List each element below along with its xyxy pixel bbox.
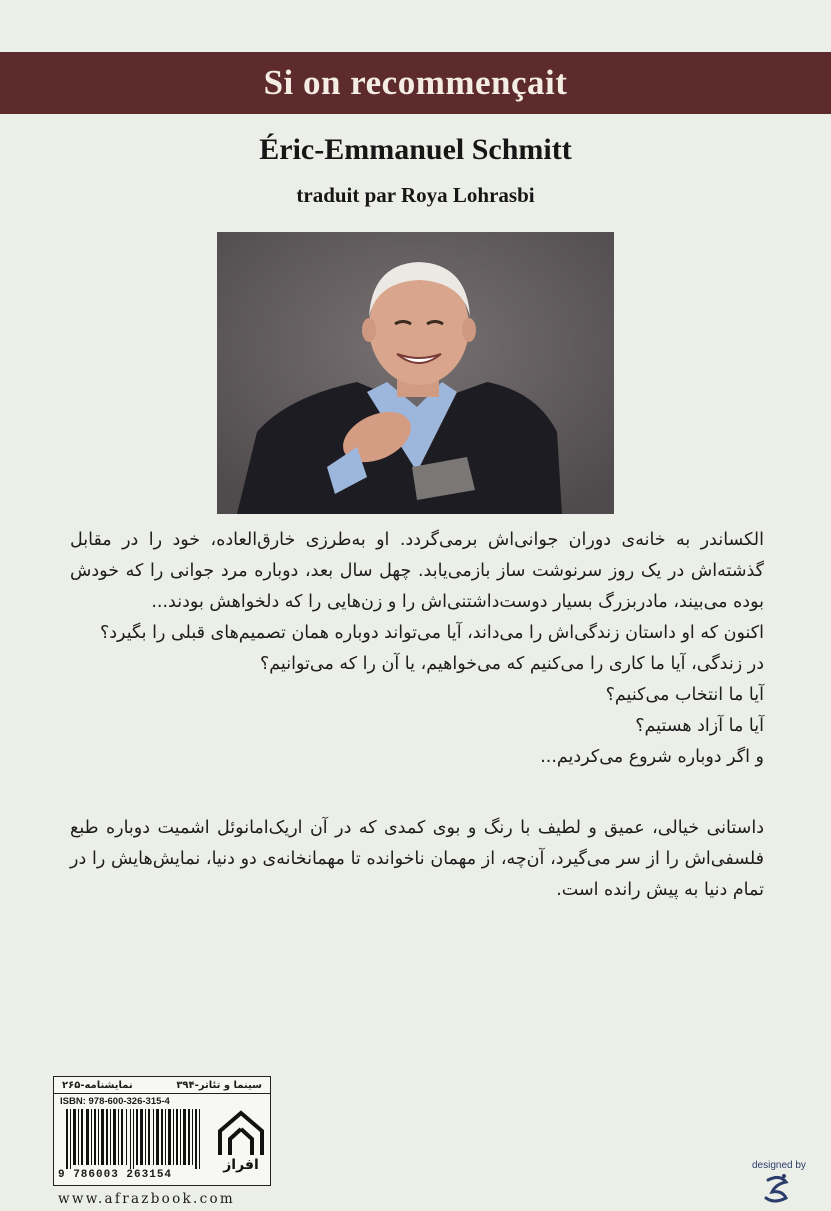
isbn-box bbox=[53, 1076, 271, 1186]
book-title: Si on recommençait bbox=[263, 63, 568, 102]
author-portrait-illustration bbox=[217, 232, 614, 514]
publisher-logo-text: افراز bbox=[223, 1157, 259, 1173]
publisher-logo-icon bbox=[214, 1107, 268, 1182]
designer-signature-icon bbox=[760, 1172, 794, 1208]
designed-by-label: designed by bbox=[752, 1160, 806, 1171]
blurb-paragraph: در زندگی، آیا ما کاری را می‌کنیم که می‌خواهیم، یا آن را که می‌توانیم؟ bbox=[260, 654, 764, 674]
blurb-paragraph: اکنون که او داستان زندگی‌اش را می‌داند، آیا می‌تواند دوباره همان تصمیم‌های قبلی را بگیرد؟ bbox=[99, 623, 764, 643]
series-play-number: نمایشنامه-۲۶۵ bbox=[62, 1079, 133, 1091]
translator-credit: traduit par Roya Lohrasbi bbox=[296, 183, 535, 207]
back-cover-blurb bbox=[70, 525, 764, 906]
barcode-icon bbox=[60, 1109, 210, 1169]
author-photo bbox=[217, 232, 614, 514]
isbn-label: ISBN: 978-600-326-315-4 bbox=[60, 1096, 170, 1107]
series-row bbox=[54, 1077, 270, 1094]
publisher-website: www.afrazbook.com bbox=[58, 1191, 235, 1207]
blurb-paragraph: آیا ما انتخاب می‌کنیم؟ bbox=[605, 685, 764, 705]
blurb-paragraph: آیا ما آزاد هستیم؟ bbox=[635, 716, 764, 736]
author-name: Éric-Emmanuel Schmitt bbox=[259, 133, 572, 166]
blurb-paragraph: الکساندر به خانه‌ی دوران جوانی‌اش برمی‌گردد. او به‌طرزی خارق‌العاده، خود را در مقابل گذشته‌اش در یک روز سرنوشت ساز بازمی‌یابد. چهل سال بعد، دوباره مرد جوانی را که خودش بوده می‌بیند، مادربزرگ بسیار دوست‌داشتنی‌اش را و زن‌هایی را که دلخواهش بودند... bbox=[70, 530, 764, 612]
series-cinema-theatre: سینما و تئاتر-۳۹۴ bbox=[176, 1079, 262, 1091]
title-band bbox=[0, 52, 831, 114]
blurb-paragraph: داستانی خیالی، عمیق و لطیف با رنگ و بوی کمدی که در آن اریک‌امانوئل اشمیت دوباره طبع فلسفی‌اش را از سر می‌گیرد، آن‌چه، از مهمان ناخوانده تا مهمانخانه‌ی دو دنیا، نمایش‌هایش را در تمام دنیا به پیش رانده است. bbox=[70, 818, 764, 900]
paragraph-spacer bbox=[70, 773, 764, 813]
blurb-paragraph: و اگر دوباره شروع می‌کردیم... bbox=[540, 747, 764, 767]
barcode-number: 9 786003 263154 bbox=[58, 1169, 173, 1181]
